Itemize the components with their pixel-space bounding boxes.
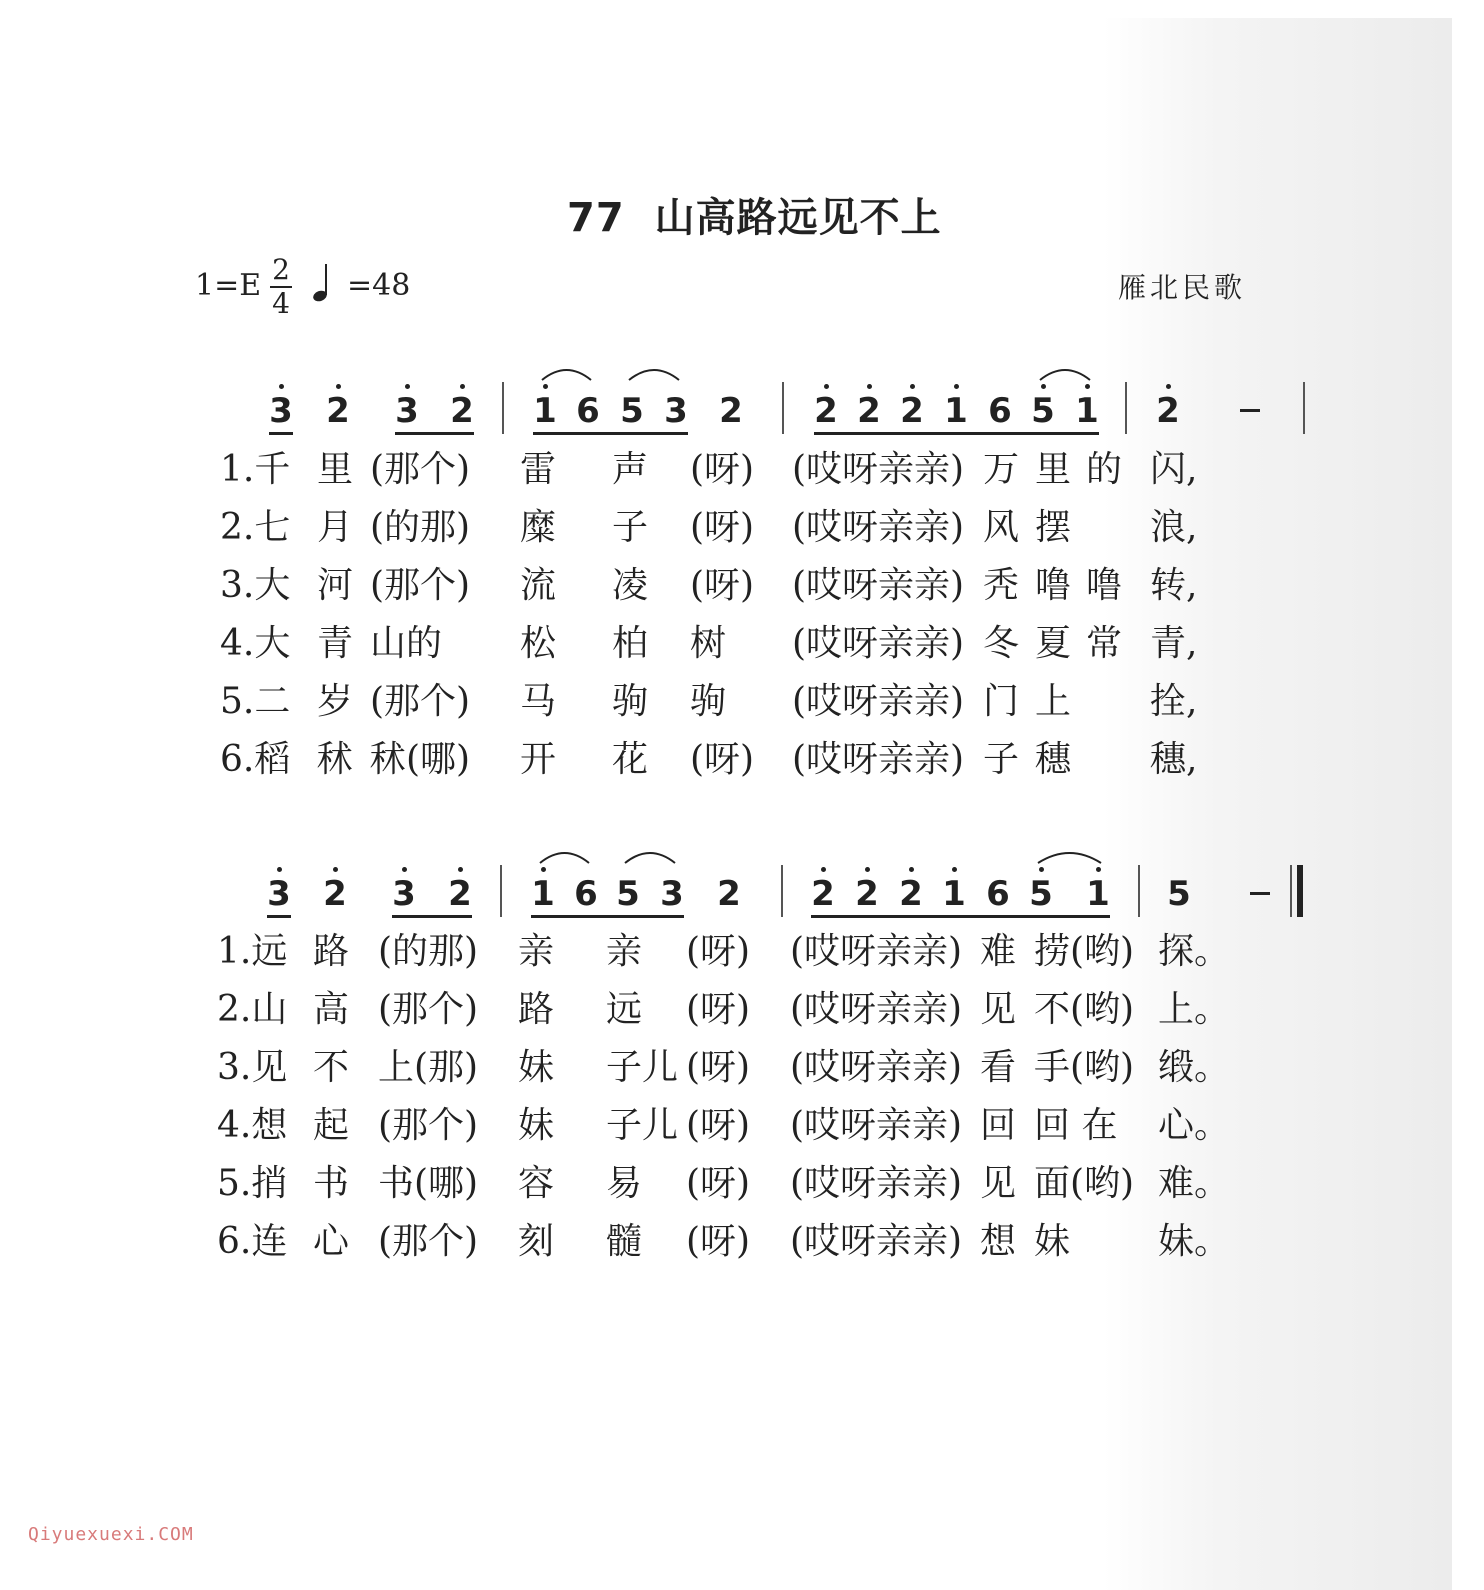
lyric1-verse-5-word: 上 <box>1035 681 1072 722</box>
note: 1 <box>1075 391 1099 431</box>
beam-underline <box>814 432 1099 435</box>
octave-dot <box>336 384 341 389</box>
lyric1-verse-3-word: 流 <box>520 565 557 606</box>
song-number: 77 <box>567 195 625 241</box>
lyric1-verse-5-word: 驹 <box>612 681 649 722</box>
lyric1-verse-4-word: (哎呀亲亲) <box>792 623 965 664</box>
lyric1-verse-1-word: (那个) <box>370 449 471 490</box>
time-signature <box>270 255 292 319</box>
note: 2 <box>899 874 923 914</box>
lyric1-verse-4-word: 山的 <box>370 623 443 664</box>
lyric2-verse-5-word: 容 <box>518 1163 555 1204</box>
time-numerator: 2 <box>272 253 290 286</box>
note: 2 <box>811 874 835 914</box>
lyric2-verse-6-word: 想 <box>980 1221 1017 1262</box>
lyric2-verse-5-word: 5.捎 <box>217 1163 288 1204</box>
tempo-marking: =48 <box>347 268 411 303</box>
bar-line <box>782 382 784 434</box>
song-title-text: 山高路远见不上 <box>654 195 942 241</box>
lyric1-verse-5-word: 5.二 <box>220 681 291 722</box>
note: 6 <box>986 874 1010 914</box>
lyric2-verse-4-word: 4.想 <box>217 1105 288 1146</box>
lyric1-verse-5-word: 岁 <box>317 681 354 722</box>
lyric2-verse-6-word: (哎呀亲亲) <box>790 1221 963 1262</box>
lyric2-verse-1-word: (呀) <box>686 931 751 972</box>
lyric1-verse-4-word: 树 <box>690 623 727 664</box>
lyric1-verse-3-word: 噜 <box>1035 565 1072 606</box>
lyric2-verse-5-word: 难。 <box>1158 1163 1231 1204</box>
note: 2 <box>900 391 924 431</box>
lyric2-verse-3-word: 妹 <box>518 1047 555 1088</box>
beam-underline <box>811 915 1110 918</box>
lyric2-verse-5-word: (呀) <box>686 1163 751 1204</box>
bar-line <box>1138 865 1140 917</box>
lyric1-verse-1-word: 闪, <box>1150 449 1198 490</box>
octave-dot <box>458 867 463 872</box>
bar-line <box>502 382 504 434</box>
lyric2-verse-2-word: (哎呀亲亲) <box>790 989 963 1030</box>
note: 5 <box>620 391 644 431</box>
note: 2 <box>448 874 472 914</box>
octave-dot <box>1041 384 1046 389</box>
lyric1-verse-1-word: 里 <box>317 449 354 490</box>
lyric2-verse-4-word: 起 <box>313 1105 350 1146</box>
beam-underline <box>392 915 472 918</box>
lyric2-verse-4-word: (呀) <box>686 1105 751 1146</box>
lyric2-verse-4-word: (哎呀亲亲) <box>790 1105 963 1146</box>
lyric2-verse-2-word: 上。 <box>1158 989 1231 1030</box>
lyric2-verse-5-word: 面(哟) <box>1034 1163 1135 1204</box>
note: 2 <box>857 391 881 431</box>
lyric2-verse-3-word: 不 <box>313 1047 350 1088</box>
lyric1-verse-4-word: 柏 <box>612 623 649 664</box>
lyric1-verse-5-word: (那个) <box>370 681 471 722</box>
lyric2-verse-2-word: 高 <box>313 989 350 1030</box>
lyric2-verse-1-word: (的那) <box>378 931 479 972</box>
note: 2 <box>719 391 743 431</box>
lyric1-verse-1-word: 的 <box>1086 449 1123 490</box>
lyric2-verse-1-word: 路 <box>313 931 350 972</box>
note: 6 <box>576 391 600 431</box>
lyric2-verse-3-word: 3.见 <box>217 1047 288 1088</box>
lyric1-verse-5-word: 门 <box>983 681 1020 722</box>
octave-dot <box>954 384 959 389</box>
lyric1-verse-3-word: 3.大 <box>220 565 291 606</box>
lyric1-verse-5-word: 马 <box>520 681 557 722</box>
lyric2-verse-5-word: 书 <box>313 1163 350 1204</box>
lyric1-verse-1-word: 声 <box>612 449 649 490</box>
lyric2-verse-4-word: 回 在 <box>1034 1105 1118 1146</box>
lyric1-verse-1-word: 里 <box>1035 449 1072 490</box>
time-denominator: 4 <box>272 287 290 320</box>
lyric2-verse-2-word: (呀) <box>686 989 751 1030</box>
beam-underline <box>531 915 684 918</box>
bar-line <box>500 865 502 917</box>
lyric1-verse-6-word: 子 <box>983 739 1020 780</box>
slur <box>1038 366 1092 382</box>
octave-dot <box>1166 384 1171 389</box>
lyric1-verse-6-word: 开 <box>520 739 557 780</box>
note: 3 <box>664 391 688 431</box>
lyric1-verse-2-word: 子 <box>612 507 649 548</box>
octave-dot <box>333 867 338 872</box>
lyric2-verse-3-word: 看 <box>980 1047 1017 1088</box>
octave-dot <box>952 867 957 872</box>
lyric2-verse-5-word: 书(哪) <box>378 1163 479 1204</box>
lyric2-verse-2-word: 不(哟) <box>1034 989 1135 1030</box>
lyric2-verse-4-word: 妹 <box>518 1105 555 1146</box>
lyric2-verse-6-word: (呀) <box>686 1221 751 1262</box>
lyric1-verse-6-word: 6.稻 <box>220 739 291 780</box>
note: 3 <box>660 874 684 914</box>
lyric2-verse-6-word: 妹。 <box>1158 1221 1231 1262</box>
lyric1-verse-6-word: 穗 <box>1035 739 1072 780</box>
lyric2-verse-6-word: 心 <box>313 1221 350 1262</box>
note: 1 <box>1086 874 1110 914</box>
octave-dot <box>405 384 410 389</box>
lyric1-verse-3-word: 噜 <box>1086 565 1123 606</box>
octave-dot <box>279 384 284 389</box>
key-signature: 1=E <box>195 268 262 303</box>
octave-dot <box>277 867 282 872</box>
lyric2-verse-4-word: 回 <box>980 1105 1017 1146</box>
lyric1-verse-3-word: 凌 <box>612 565 649 606</box>
note: 5 <box>1029 874 1053 914</box>
lyric1-verse-1-word: 1.千 <box>220 449 291 490</box>
bar-line <box>1303 382 1305 434</box>
note: 2 <box>717 874 741 914</box>
octave-dot <box>821 867 826 872</box>
sustain-dash <box>1250 892 1270 895</box>
slur <box>540 366 593 382</box>
lyric1-verse-2-word: 摆 <box>1035 507 1072 548</box>
note: 3 <box>395 391 419 431</box>
lyric2-verse-2-word: 2.山 <box>217 989 288 1030</box>
note: 2 <box>323 874 347 914</box>
octave-dot <box>460 384 465 389</box>
lyric1-verse-1-word: 万 <box>983 449 1020 490</box>
lyric2-verse-2-word: (那个) <box>378 989 479 1030</box>
lyric1-verse-4-word: 青, <box>1150 623 1198 664</box>
lyric2-verse-1-word: 1.远 <box>217 931 288 972</box>
lyric2-verse-3-word: 上(那) <box>378 1047 479 1088</box>
note: 1 <box>944 391 968 431</box>
lyric2-verse-6-word: 刻 <box>518 1221 555 1262</box>
lyric1-verse-6-word: (呀) <box>690 739 755 780</box>
lyric2-verse-1-word: 难 <box>980 931 1017 972</box>
lyric1-verse-2-word: (的那) <box>370 507 471 548</box>
octave-dot <box>1039 867 1044 872</box>
lyric1-verse-1-word: 雷 <box>520 449 557 490</box>
note: 2 <box>450 391 474 431</box>
bar-line <box>1125 382 1127 434</box>
note: 1 <box>533 391 557 431</box>
octave-dot <box>1085 384 1090 389</box>
beam-underline <box>395 432 474 435</box>
lyric2-verse-1-word: 亲 <box>606 931 643 972</box>
lyric2-verse-6-word: (那个) <box>378 1221 479 1262</box>
lyric1-verse-3-word: 转, <box>1150 565 1198 606</box>
lyric1-verse-2-word: 糜 <box>520 507 557 548</box>
lyric2-verse-4-word: 子儿 <box>606 1105 679 1146</box>
lyric1-verse-3-word: (那个) <box>370 565 471 606</box>
song-title <box>567 186 942 243</box>
lyric2-verse-4-word: 心。 <box>1158 1105 1231 1146</box>
sustain-dash <box>1240 409 1260 412</box>
note: 2 <box>1156 391 1180 431</box>
octave-dot <box>910 384 915 389</box>
lyric2-verse-3-word: (呀) <box>686 1047 751 1088</box>
beam-underline <box>267 915 291 918</box>
lyric1-verse-5-word: 拴, <box>1150 681 1198 722</box>
lyric1-verse-4-word: 常 <box>1086 623 1123 664</box>
lyric1-verse-2-word: (哎呀亲亲) <box>792 507 965 548</box>
note: 6 <box>574 874 598 914</box>
lyric1-verse-3-word: 秃 <box>983 565 1020 606</box>
lyric1-verse-4-word: 松 <box>520 623 557 664</box>
note: 1 <box>942 874 966 914</box>
note: 2 <box>855 874 879 914</box>
site-watermark: Qiyuexuexi.COM <box>28 1524 194 1545</box>
lyric1-verse-6-word: 秫(哪) <box>370 739 471 780</box>
lyric1-verse-6-word: (哎呀亲亲) <box>792 739 965 780</box>
lyric2-verse-3-word: 缎。 <box>1158 1047 1231 1088</box>
lyric1-verse-6-word: 花 <box>612 739 649 780</box>
bar-line <box>781 865 783 917</box>
lyric2-verse-1-word: 探。 <box>1158 931 1231 972</box>
lyric2-verse-6-word: 6.连 <box>217 1221 288 1262</box>
note: 5 <box>1031 391 1055 431</box>
song-source: 雁北民歌 <box>1118 271 1247 304</box>
note: 2 <box>814 391 838 431</box>
lyric1-verse-3-word: (呀) <box>690 565 755 606</box>
lyric1-verse-2-word: 风 <box>983 507 1020 548</box>
note: 3 <box>392 874 416 914</box>
lyric2-verse-2-word: 见 <box>980 989 1017 1030</box>
note: 2 <box>326 391 350 431</box>
slur <box>623 849 677 865</box>
note: 5 <box>1167 874 1191 914</box>
lyric1-verse-2-word: 浪, <box>1150 507 1198 548</box>
note: 5 <box>616 874 640 914</box>
slur <box>627 366 681 382</box>
note: 3 <box>267 874 291 914</box>
lyric1-verse-2-word: 月 <box>317 507 354 548</box>
lyric1-verse-4-word: 冬 <box>983 623 1020 664</box>
lyric1-verse-5-word: (哎呀亲亲) <box>792 681 965 722</box>
lyric2-verse-3-word: 子儿 <box>606 1047 679 1088</box>
lyric2-verse-6-word: 妹 <box>1034 1221 1071 1262</box>
lyric2-verse-3-word: 手(哟) <box>1034 1047 1135 1088</box>
note: 6 <box>988 391 1012 431</box>
beam-underline <box>533 432 688 435</box>
octave-dot <box>867 384 872 389</box>
lyric2-verse-3-word: (哎呀亲亲) <box>790 1047 963 1088</box>
lyric1-verse-2-word: (呀) <box>690 507 755 548</box>
lyric1-verse-4-word: 4.大 <box>220 623 291 664</box>
slur <box>1036 849 1103 865</box>
octave-dot <box>909 867 914 872</box>
lyric2-verse-6-word: 髓 <box>606 1221 643 1262</box>
lyric2-verse-4-word: (那个) <box>378 1105 479 1146</box>
octave-dot <box>541 867 546 872</box>
lyric1-verse-3-word: (哎呀亲亲) <box>792 565 965 606</box>
lyric1-verse-5-word: 驹 <box>690 681 727 722</box>
beam-underline <box>269 432 293 435</box>
lyric1-verse-3-word: 河 <box>317 565 354 606</box>
octave-dot <box>865 867 870 872</box>
lyric1-verse-1-word: (呀) <box>690 449 755 490</box>
octave-dot <box>824 384 829 389</box>
note: 3 <box>269 391 293 431</box>
final-bar-thick <box>1297 865 1303 917</box>
lyric1-verse-1-word: (哎呀亲亲) <box>792 449 965 490</box>
lyric2-verse-1-word: 亲 <box>518 931 555 972</box>
lyric1-verse-4-word: 青 <box>317 623 354 664</box>
score-page <box>0 18 1452 1590</box>
lyric1-verse-6-word: 秫 <box>317 739 354 780</box>
lyric2-verse-2-word: 路 <box>518 989 555 1030</box>
lyric1-verse-6-word: 穗, <box>1150 739 1198 780</box>
octave-dot <box>1096 867 1101 872</box>
final-bar-thin <box>1290 865 1292 917</box>
lyric2-verse-1-word: (哎呀亲亲) <box>790 931 963 972</box>
lyric2-verse-5-word: 易 <box>606 1163 643 1204</box>
lyric1-verse-4-word: 夏 <box>1035 623 1072 664</box>
quarter-note-icon <box>312 262 334 304</box>
lyric1-verse-2-word: 2.七 <box>220 507 291 548</box>
lyric2-verse-1-word: 捞(哟) <box>1034 931 1135 972</box>
lyric2-verse-5-word: (哎呀亲亲) <box>790 1163 963 1204</box>
slur <box>538 849 591 865</box>
note: 1 <box>531 874 555 914</box>
octave-dot <box>402 867 407 872</box>
lyric2-verse-5-word: 见 <box>980 1163 1017 1204</box>
lyric2-verse-2-word: 远 <box>606 989 643 1030</box>
octave-dot <box>543 384 548 389</box>
